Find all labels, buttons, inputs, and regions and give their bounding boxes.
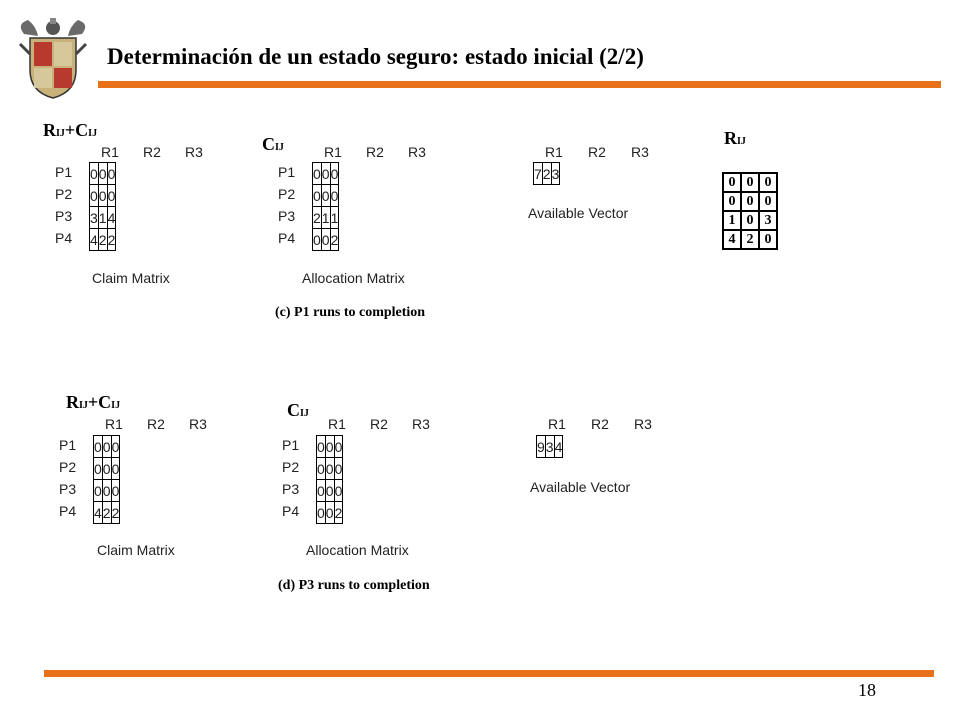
cell: 0	[102, 480, 111, 502]
allocation-matrix-caption: Allocation Matrix	[302, 270, 405, 286]
row-label-p1: P1	[59, 437, 77, 453]
cell: 0	[321, 185, 330, 207]
cell: 0	[330, 185, 339, 207]
cell: 2	[741, 230, 759, 249]
label-cij: CIJ	[262, 134, 284, 154]
row-label-p1: P1	[55, 164, 73, 180]
cell: 0	[98, 185, 107, 207]
cell: 0	[741, 192, 759, 211]
row-label-p3: P3	[278, 208, 296, 224]
cell: 0	[325, 436, 334, 458]
row-label-p2: P2	[282, 459, 300, 475]
cell: 0	[111, 480, 120, 502]
cell: 0	[330, 163, 339, 185]
col-header-r1: R1	[105, 416, 123, 432]
cell: 0	[313, 229, 322, 251]
cell: 1	[321, 207, 330, 229]
cell: 2	[111, 502, 120, 524]
cell: 0	[317, 502, 326, 524]
cell: 0	[325, 502, 334, 524]
label-rij-plus-cij: RIJ+CIJ	[43, 120, 98, 140]
cell: 2	[334, 502, 343, 524]
cell: 0	[334, 436, 343, 458]
col-header-r2: R2	[143, 144, 161, 160]
col-header-r1: R1	[328, 416, 346, 432]
cell: 7	[534, 163, 543, 185]
row-label-p2: P2	[59, 459, 77, 475]
cell: 0	[102, 436, 111, 458]
need-matrix-rij	[722, 172, 778, 250]
cell: 4	[90, 229, 99, 251]
cell: 0	[741, 173, 759, 192]
available-vector-d	[536, 435, 563, 458]
cell: 0	[325, 458, 334, 480]
cell: 1	[330, 207, 339, 229]
label-rij: RIJ	[724, 128, 746, 148]
cell: 9	[537, 436, 546, 458]
row-label-p3: P3	[55, 208, 73, 224]
cell: 0	[94, 458, 103, 480]
cell: 0	[317, 458, 326, 480]
cell: 2	[102, 502, 111, 524]
cell: 0	[313, 163, 322, 185]
col-header-r3: R3	[634, 416, 652, 432]
col-header-r3: R3	[185, 144, 203, 160]
col-header-r2: R2	[588, 144, 606, 160]
cell: 0	[313, 185, 322, 207]
cell: 3	[545, 436, 554, 458]
cell: 0	[90, 163, 99, 185]
cell: 4	[107, 207, 116, 229]
col-header-r1: R1	[548, 416, 566, 432]
cell: 4	[554, 436, 563, 458]
cell: 4	[723, 230, 741, 249]
cell: 0	[759, 173, 777, 192]
cell: 0	[723, 173, 741, 192]
allocation-matrix-caption: Allocation Matrix	[306, 542, 409, 558]
claim-matrix-d	[93, 435, 120, 524]
allocation-matrix-c	[312, 162, 339, 251]
row-label-p4: P4	[55, 230, 73, 246]
figure-caption-c: (c) P1 runs to completion	[275, 305, 426, 320]
cell: 0	[98, 163, 107, 185]
row-label-p4: P4	[282, 503, 300, 519]
cell: 1	[98, 207, 107, 229]
col-header-r3: R3	[408, 144, 426, 160]
cell: 2	[107, 229, 116, 251]
col-header-r1: R1	[101, 144, 119, 160]
row-label-p4: P4	[278, 230, 296, 246]
cell: 0	[317, 436, 326, 458]
university-crest-logo	[14, 14, 92, 100]
label-rij-plus-cij: RIJ+CIJ	[66, 392, 121, 412]
col-header-r3: R3	[412, 416, 430, 432]
cell: 0	[102, 458, 111, 480]
col-header-r1: R1	[545, 144, 563, 160]
figure-caption-d: (d) P3 runs to completion	[278, 578, 430, 593]
cell: 0	[317, 480, 326, 502]
cell: 0	[334, 458, 343, 480]
claim-matrix-caption: Claim Matrix	[92, 270, 170, 286]
cell: 0	[759, 192, 777, 211]
cell: 2	[330, 229, 339, 251]
allocation-matrix-d	[316, 435, 343, 524]
col-header-r2: R2	[366, 144, 384, 160]
cell: 0	[94, 480, 103, 502]
cell: 0	[759, 230, 777, 249]
col-header-r1: R1	[324, 144, 342, 160]
cell: 2	[542, 163, 551, 185]
page-number: 18	[858, 680, 876, 700]
cell: 3	[90, 207, 99, 229]
cell: 0	[723, 192, 741, 211]
cell: 3	[551, 163, 560, 185]
row-label-p2: P2	[55, 186, 73, 202]
available-vector-caption: Available Vector	[528, 205, 629, 221]
cell: 0	[111, 458, 120, 480]
footer-bar	[44, 670, 934, 677]
cell: 0	[111, 436, 120, 458]
cell: 0	[325, 480, 334, 502]
row-label-p2: P2	[278, 186, 296, 202]
cell: 2	[98, 229, 107, 251]
slide-title: Determinación de un estado seguro: estado inicial (2/2)	[107, 44, 644, 69]
col-header-r2: R2	[370, 416, 388, 432]
col-header-r3: R3	[189, 416, 207, 432]
cell: 3	[759, 211, 777, 230]
available-vector-c	[533, 162, 560, 185]
title-underline-bar	[98, 81, 941, 88]
row-label-p3: P3	[282, 481, 300, 497]
cell: 0	[321, 229, 330, 251]
label-cij: CIJ	[287, 400, 309, 420]
col-header-r3: R3	[631, 144, 649, 160]
cell: 0	[321, 163, 330, 185]
claim-matrix-caption: Claim Matrix	[97, 542, 175, 558]
row-label-p1: P1	[278, 164, 296, 180]
cell: 4	[94, 502, 103, 524]
col-header-r2: R2	[591, 416, 609, 432]
cell: 1	[723, 211, 741, 230]
cell: 0	[90, 185, 99, 207]
cell: 0	[94, 436, 103, 458]
row-label-p3: P3	[59, 481, 77, 497]
cell: 2	[313, 207, 322, 229]
cell: 0	[107, 185, 116, 207]
available-vector-caption: Available Vector	[530, 479, 631, 495]
cell: 0	[107, 163, 116, 185]
row-label-p1: P1	[282, 437, 300, 453]
col-header-r2: R2	[147, 416, 165, 432]
row-label-p4: P4	[59, 503, 77, 519]
cell: 0	[334, 480, 343, 502]
cell: 0	[741, 211, 759, 230]
claim-matrix-c	[89, 162, 116, 251]
